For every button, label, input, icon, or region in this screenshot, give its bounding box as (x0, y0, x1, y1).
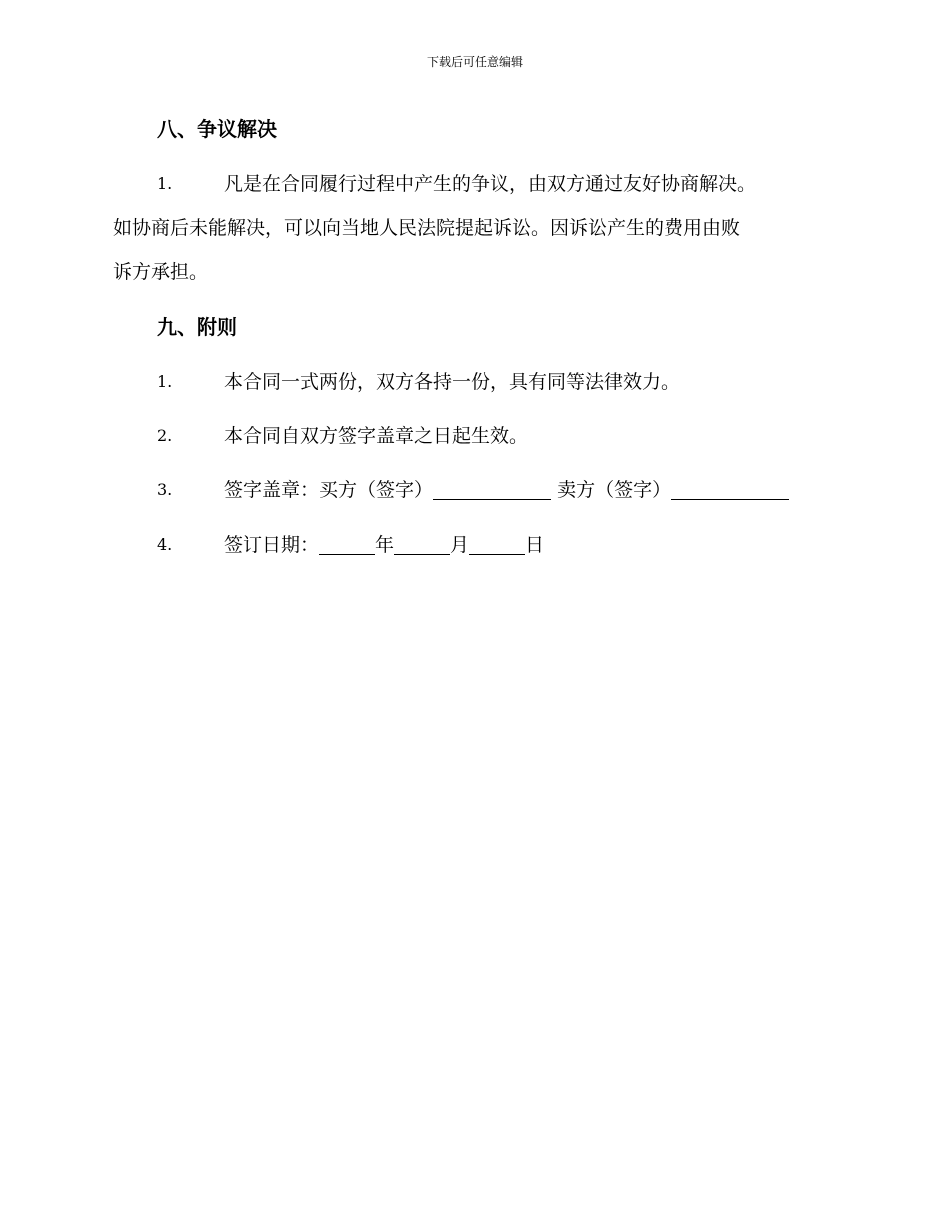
clause-supplementary-1 (113, 368, 838, 396)
clause-dispute-1 (113, 170, 838, 290)
month-label: 月 (450, 534, 470, 556)
clause-number: 3. (157, 480, 173, 499)
clause-supplementary-4 (113, 531, 838, 559)
clause-text: 本合同自双方签字盖章之日起生效。 (224, 425, 529, 447)
section-heading-dispute: 八、争议解决 (157, 117, 277, 141)
clause-number: 1. (157, 372, 173, 391)
seller-signature-blank (671, 479, 789, 500)
signature-label: 签字盖章： (224, 479, 320, 501)
clause-supplementary-2 (113, 422, 838, 450)
clause-number: 4. (157, 535, 173, 554)
date-label: 签订日期： (224, 534, 320, 556)
clause-text-line-3: 诉方承担。 (113, 261, 209, 283)
year-blank (319, 534, 375, 555)
date-line (224, 531, 544, 559)
clause-text-line-1: 凡是在合同履行过程中产生的争议，由双方通过友好协商解决。 (224, 173, 757, 195)
section-heading-supplementary: 九、附则 (157, 315, 237, 339)
clause-text: 本合同一式两份，双方各持一份，具有同等法律效力。 (224, 371, 681, 393)
page-header-note: 下载后可任意编辑 (426, 55, 523, 69)
buyer-label: 买方（签字） (319, 479, 434, 501)
month-blank (394, 534, 450, 555)
day-label: 日 (525, 534, 545, 556)
day-blank (469, 534, 525, 555)
signature-line (224, 476, 789, 504)
clause-number: 1. (157, 174, 173, 193)
clause-number: 2. (157, 426, 173, 445)
seller-label: 卖方（签字） (557, 479, 672, 501)
clause-text-line-2: 如协商后未能解决，可以向当地人民法院提起诉讼。因诉讼产生的费用由败 (113, 217, 741, 239)
clause-supplementary-3 (113, 476, 838, 504)
year-label: 年 (375, 534, 395, 556)
buyer-signature-blank (433, 479, 551, 500)
